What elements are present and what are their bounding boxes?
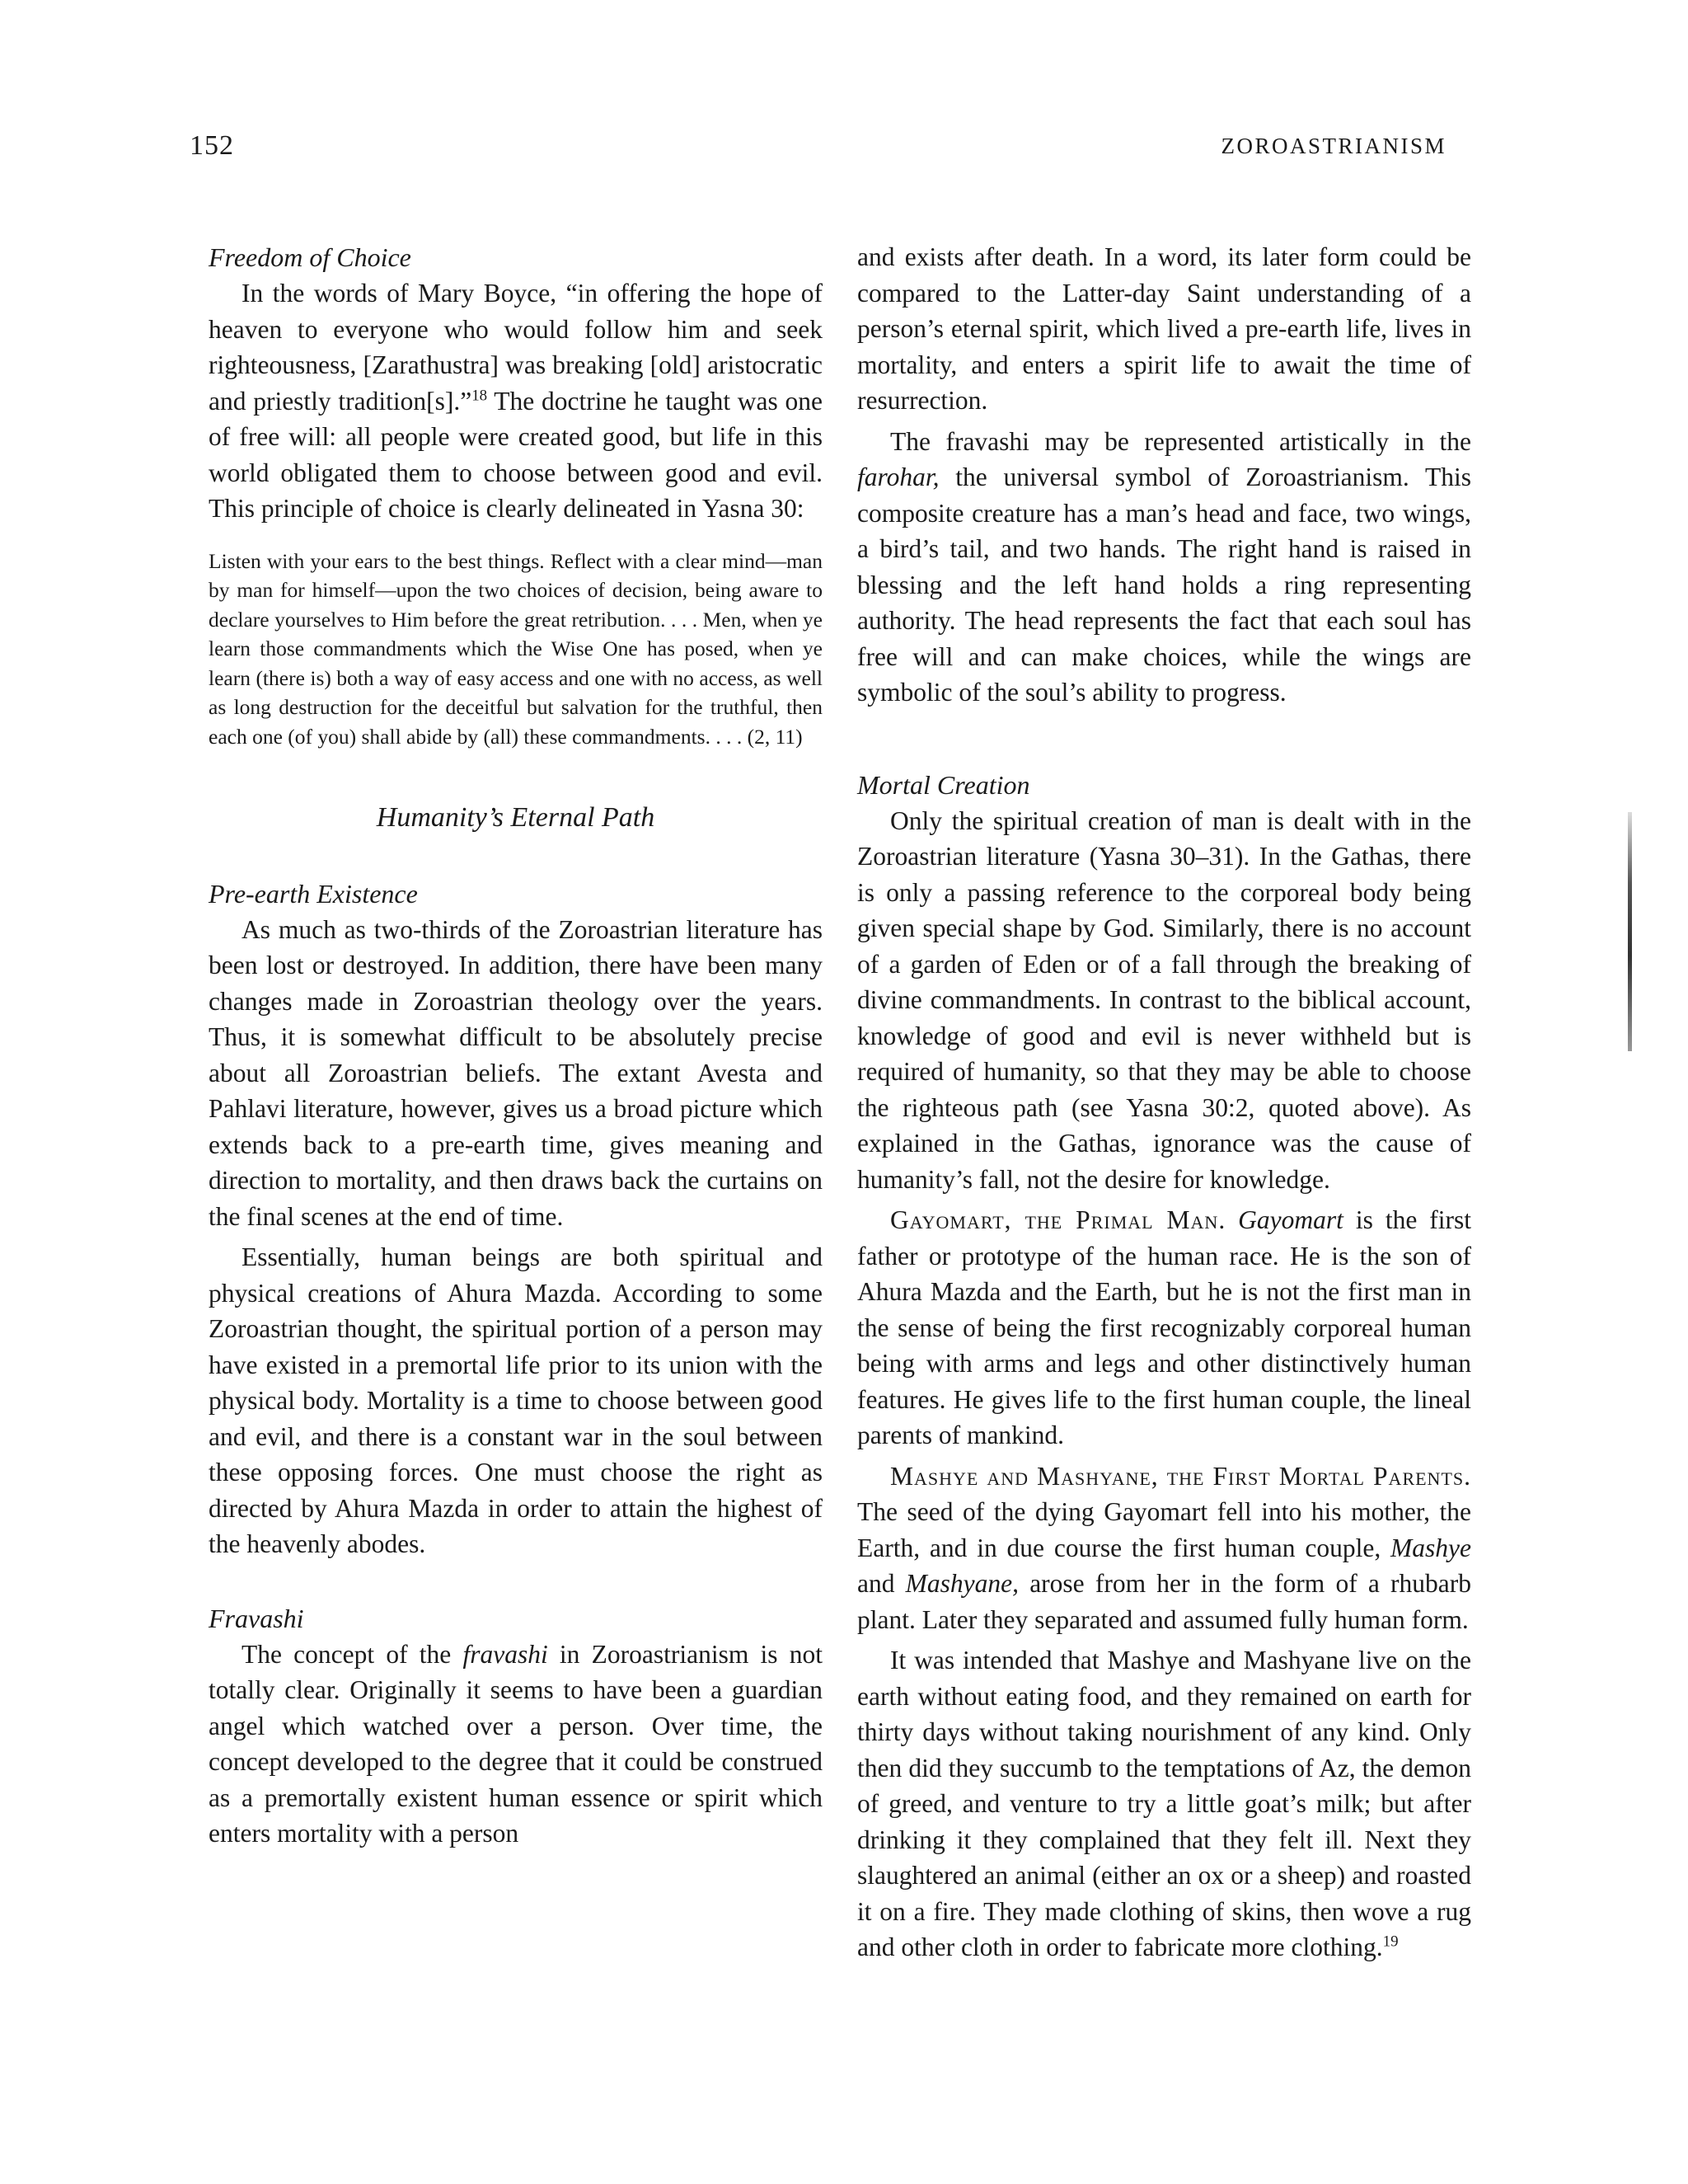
- paragraph-fravashi: [209, 1637, 823, 1852]
- term-mashyane: Mashyane,: [905, 1569, 1020, 1598]
- paragraph-freedom-text-2: The doctrine he taught was one of free will: all people were created good, but life in this world obligated them to choose between good and evil. This principle of choice is clearly delineated in Yasna 30:: [209, 386, 823, 523]
- running-head: ZOROASTRIANISM: [1221, 134, 1447, 158]
- scan-margin-mark: [1628, 812, 1632, 1051]
- paragraph-gayomart: [857, 1202, 1471, 1454]
- paragraph-pre-earth-1: As much as two-thirds of the Zoroastrian literature has been lost or destroyed. In addition, there have been many changes made in Zoroastrian theology over the years. Thus, it is somewhat difficult to be absolutely precise about all Zoroastrian beliefs. The extant Avesta and Pahlavi literature, however, gives us a broad picture which extends back to a pre-earth time, gives meaning and direction to mortality, and then draws back the curtains on the final scenes at the end of time.: [209, 914, 823, 1231]
- run-in-heading-gayomart: Gayomart, the Primal Man.: [890, 1205, 1226, 1234]
- paragraph-farohar-text-2: the universal symbol of Zoroastrianism. This composite creature has a man’s head and face, two wings, a bird’s tail, and two hands. The right hand is raised in blessing and the left hand holds a ring representing authority. The head represents the fact that each soul has free will and can make choices, while the wings are symbolic of the soul’s ability to progress.: [857, 463, 1471, 707]
- paragraph-mashye-text: The seed of the dying Gayomart fell into his mother, the Earth, and in due course the first human couple,: [857, 1497, 1471, 1562]
- subheading-pre-earth-existence: Pre-earth Existence: [209, 878, 418, 909]
- paragraph-pre-earth-2: Essentially, human beings are both spiritual and physical creations of Ahura Mazda. According to some Zoroastrian thought, the spiritual portion of a person may have existed in a premortal life prior to its union with the physical body. Mortality is a time to choose between good and evil, and there is a constant war in the soul between these opposing forces. One must choose the right as directed by Ahura Mazda in order to attain the highest of the heavenly abodes.: [209, 1242, 823, 1559]
- right-column: [857, 239, 1471, 1966]
- paragraph-last: [857, 1642, 1471, 1966]
- paragraph-farohar-text: The fravashi may be represented artistically in the: [890, 426, 1471, 456]
- paragraph-fravashi-text: The concept of the: [241, 1639, 463, 1669]
- paragraph-farohar: [857, 424, 1471, 711]
- paragraph-fravashi-text-2: in Zoroastrianism is not totally clear. Originally it seems to have been a guardian angel which watched over a person. Over time, the concept developed to the degree that it could be construed as a premortally existent human essence or spirit which enters mortality with a person: [209, 1639, 823, 1848]
- paragraph-mortal-creation: Only the spiritual creation of man is dealt with in the Zoroastrian literature (Yasna 30–31). In the Gathas, there is only a passing reference to the corporeal body being given special shape by God. Similarly, there is no account of a garden of Eden or of a fall through the breaking of divine commandments. In contrast to the biblical account, knowledge of good and evil is never withheld but is required of humanity, so that they may be able to choose the righteous path (see Yasna 30:2, quoted above). As explained in the Gathas, ignorance was the cause of humanity’s fall, not the desire for knowledge.: [857, 805, 1471, 1194]
- left-column: [209, 239, 823, 1852]
- term-farohar: farohar,: [857, 463, 940, 491]
- block-quote-yasna-30: Listen with your ears to the best things. Reflect with a clear mind—man by man for himself—upon the two choices of decision, being aware to declare yourselves to Him before the great retribution. . . . Men, when ye learn those commandments which the Wise One has posed, when ye learn (there is) both a way of easy access and one with no access, as well as long destruction for the deceitful but salvation for the truthful, then each one (of you) shall abide by (all) these commandments. . . . (2, 11): [209, 548, 823, 749]
- paragraph-mashye-text-2: arose from her in the form of a rhubarb plant. Later they separated and assumed fully human form.: [857, 1569, 1471, 1634]
- paragraph-last-text: It was intended that Mashye and Mashyane live on the earth without eating food, and they remained on earth for thirty days without taking nourishment of any kind. Only then did they succumb to the temptations of Az, the demon of greed, and venture to try a little goat’s milk; but after drinking it they complained that they felt ill. Next they slaughtered an animal (either an ox or a sheep) and roasted it on a fire. They made clothing of skins, then wove a rug and other cloth in order to fabricate more clothing.: [857, 1646, 1471, 1961]
- subheading-freedom-of-choice: Freedom of Choice: [209, 242, 411, 272]
- footnote-ref-18: 18: [471, 387, 488, 404]
- term-fravashi: fravashi: [462, 1639, 548, 1669]
- run-in-heading-mashye: Mashye and Mashyane, the First Mortal Parents.: [890, 1461, 1471, 1491]
- term-gayomart: Gayomart: [1238, 1205, 1343, 1234]
- subheading-mortal-creation: Mortal Creation: [857, 769, 1030, 800]
- term-mashye: Mashye: [1390, 1533, 1471, 1562]
- section-heading-eternal-path: Humanity’s Eternal Path: [376, 801, 655, 833]
- paragraph-mashye-and: and: [857, 1569, 906, 1598]
- paragraph-continuation: and exists after death. In a word, its later form could be compared to the Latter-day Saint understanding of a person’s eternal spirit, which lived a pre-earth life, lives in mortality, and enters a spirit life to await the time of resurrection.: [857, 242, 1471, 415]
- paragraph-freedom: [209, 275, 823, 527]
- footnote-ref-19: 19: [1382, 1933, 1399, 1951]
- page-number: 152: [190, 130, 234, 161]
- paragraph-freedom-text: In the words of Mary Boyce, “in offering the hope of heaven to everyone who would follow him and seek righteousness, [Zarathustra] was breaking [old] aristocratic and priestly tradition[s].”: [209, 279, 823, 416]
- paragraph-mashye: [857, 1458, 1471, 1638]
- paragraph-gayomart-text: is the first father or prototype of the human race. He is the son of Ahura Mazda and the Earth, but he is not the first man in the sense of being the first recognizably corporeal human being with arms and legs and other distinctively human features. He gives life to the first human couple, the lineal parents of mankind.: [857, 1205, 1471, 1449]
- subheading-fravashi: Fravashi: [209, 1603, 304, 1633]
